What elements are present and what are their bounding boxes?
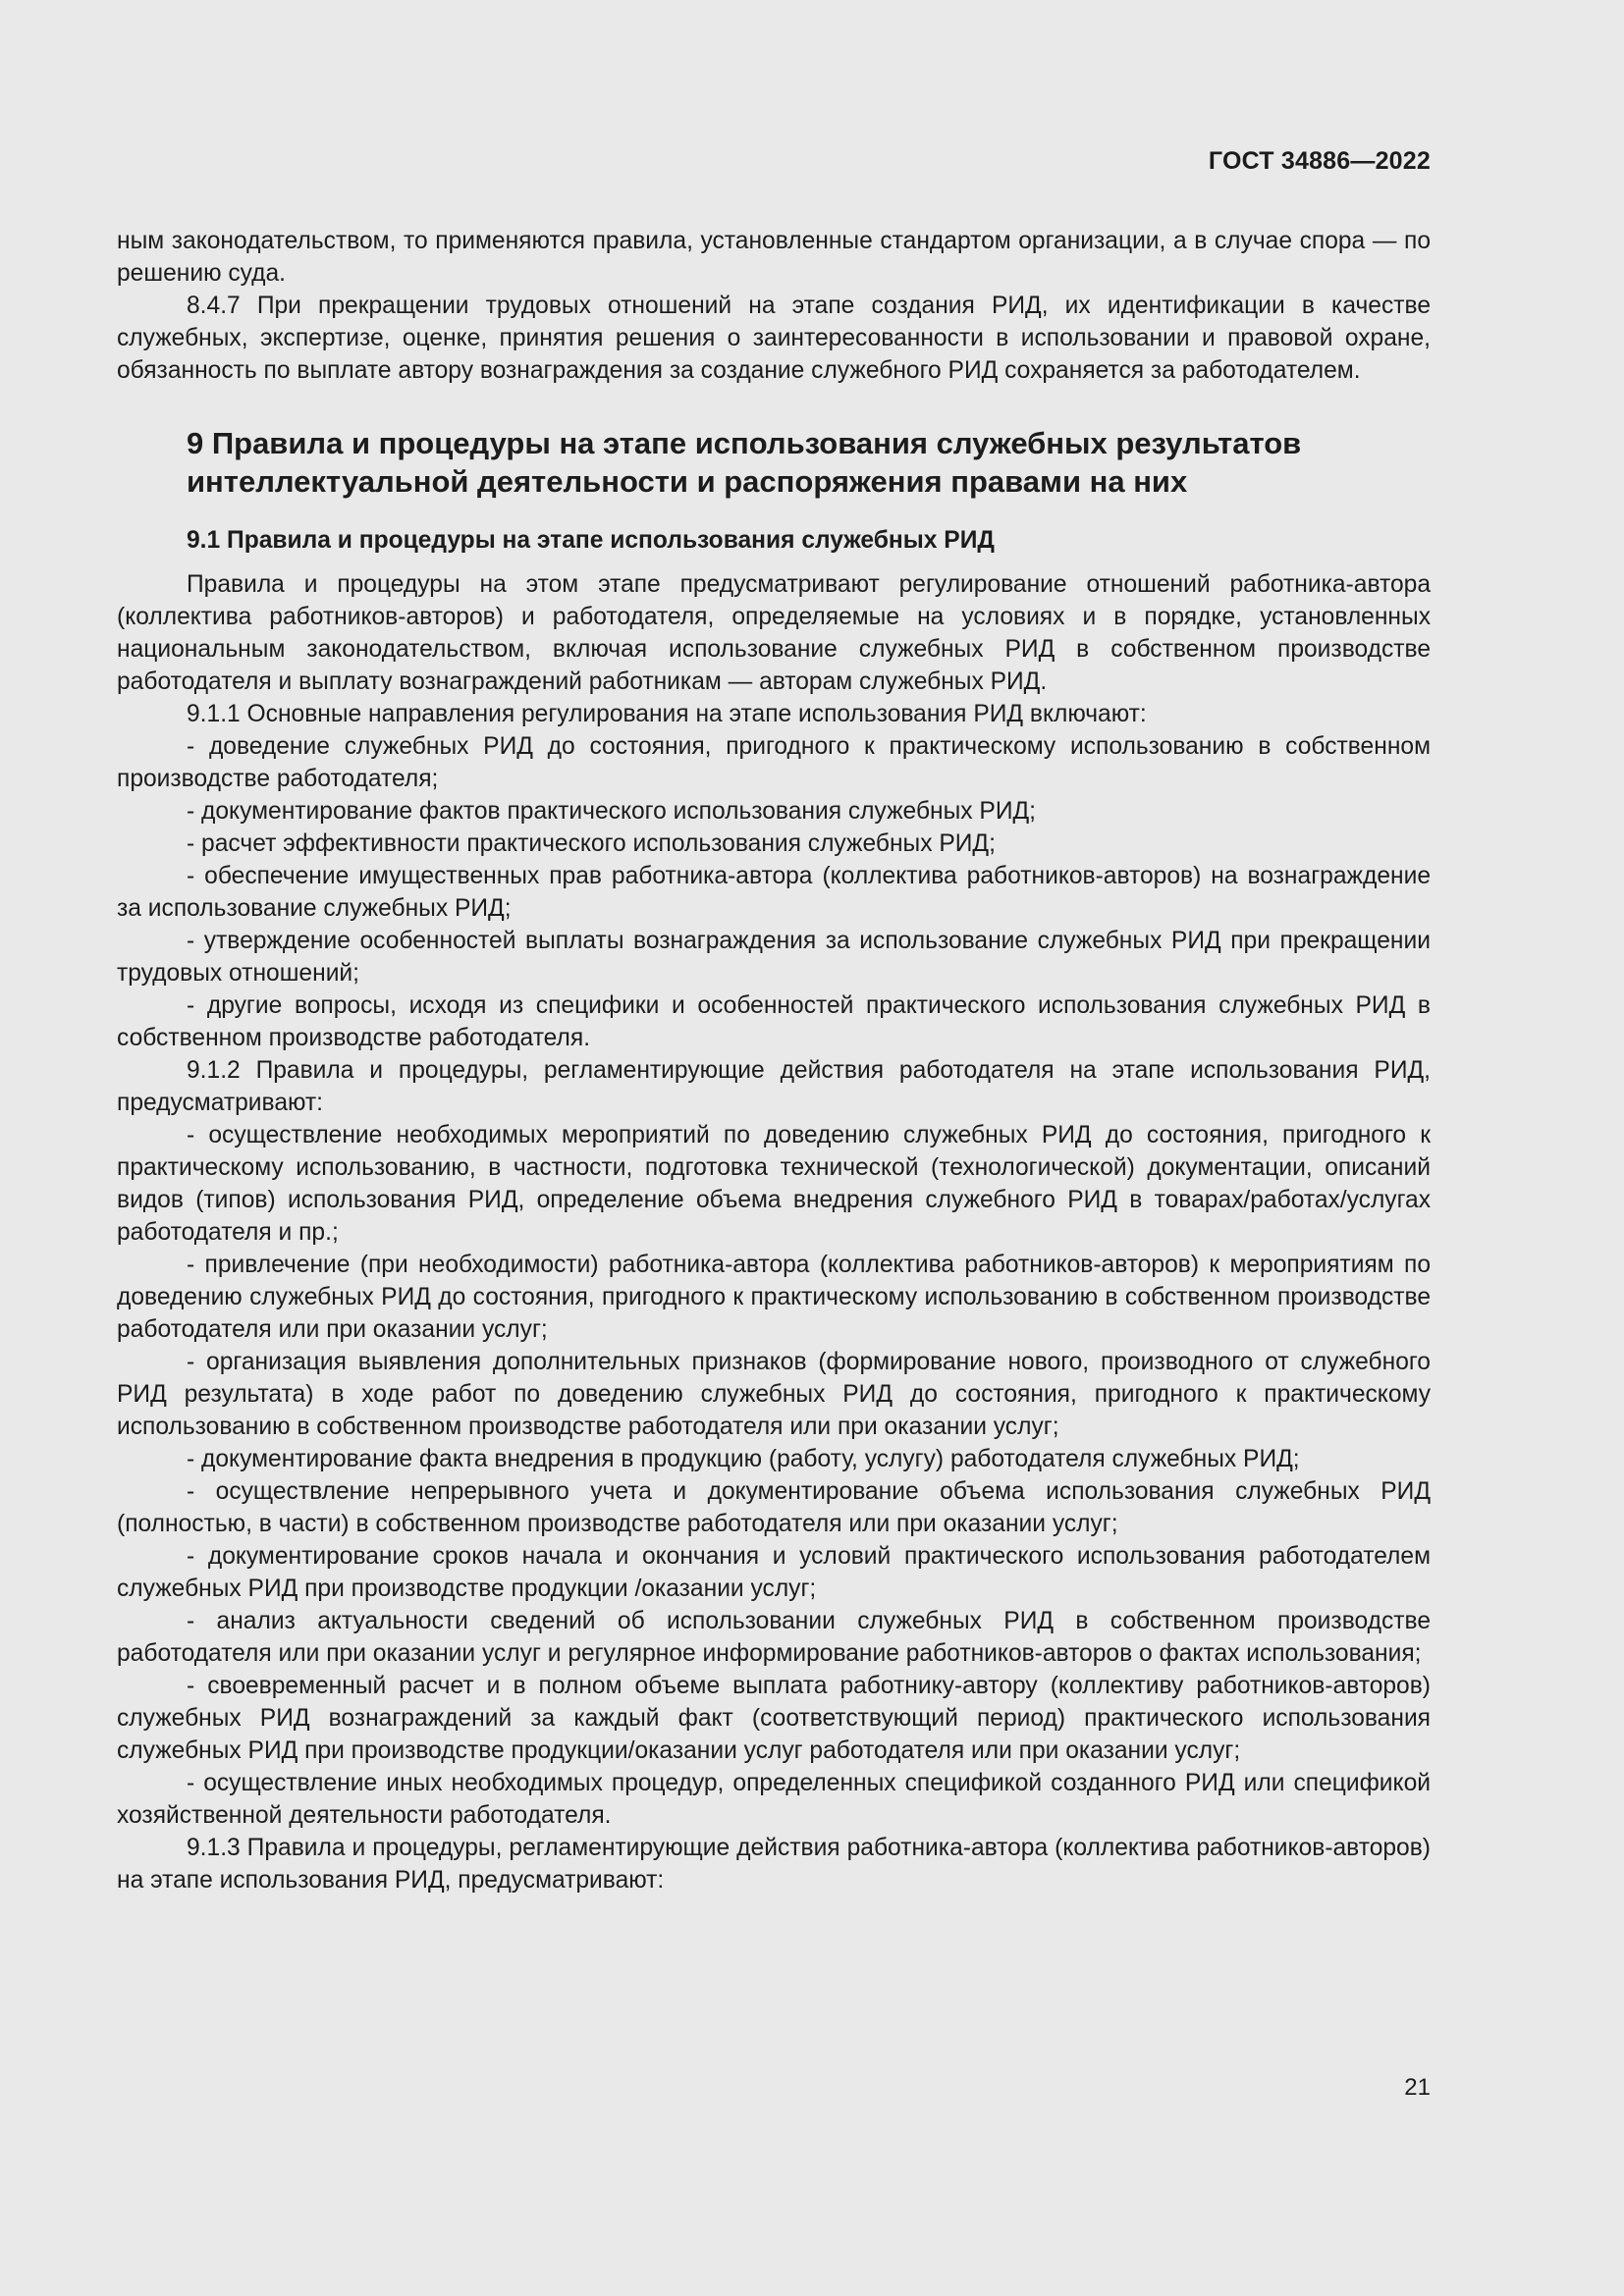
list-item: - документирование фактов практического использования служебных РИД;	[187, 798, 1036, 825]
list-item: - документирование сроков начала и окончания и условий практического использования работодателем служебных РИД при производстве продукции /оказании услуг;	[117, 1543, 1431, 1602]
list-item: - осуществление иных необходимых процедур, определенных спецификой созданного РИД или спецификой хозяйственной деятельности работодателя.	[117, 1770, 1431, 1829]
standard-header: ГОСТ 34886—2022	[1208, 147, 1431, 175]
paragraph-8-4-7: 8.4.7 При прекращении трудовых отношений на этапе создания РИД, их идентификации в качестве служебных, экспертизе, оценке, принятия решения о заинтересованности в использовании и правовой охране, обязанность по выплате автору вознаграждения за создание служебного РИД сохраняется за работодателем.	[117, 293, 1431, 384]
section-9-1-intro: Правила и процедуры на этом этапе предусматривают регулирование отношений работника-автора (коллектива работников-авторов) и работодателя, определяемые на условиях и в порядке, установленных национальным законодательством, включая использование служебных РИД в собственном производстве работодателя и выплату вознаграждений работникам — авторам служебных РИД.	[117, 571, 1431, 695]
list-item: - осуществление непрерывного учета и документирование объема использования служебных РИД (полностью, в части) в собственном производстве работодателя или при оказании услуг;	[117, 1478, 1431, 1537]
list-item: - анализ актуальности сведений об использовании служебных РИД в собственном производстве работодателя или при оказании услуг и регулярное информирование работников-авторов о фактах использования;	[117, 1608, 1431, 1667]
paragraph-9-1-1: 9.1.1 Основные направления регулирования на этапе использования РИД включают:	[187, 701, 1147, 727]
list-item: - организация выявления дополнительных признаков (формирование нового, производного от служебного РИД результата) в ходе работ по доведению служебных РИД до состояния, пригодного к практическому использованию в собственном производстве работодателя или при оказании услуг;	[117, 1349, 1431, 1440]
list-item: - документирование факта внедрения в продукцию (работу, услугу) работодателя служебных РИД;	[187, 1446, 1300, 1472]
list-item: - своевременный расчет и в полном объеме выплата работнику-автору (коллективу работников-авторов) служебных РИД вознаграждений за каждый факт (соответствующий период) практического использования служебных РИД при производстве продукции/оказании услуг работодателя или при оказании услуг;	[117, 1673, 1431, 1764]
list-item: - доведение служебных РИД до состояния, пригодного к практическому использованию в собственном производстве работодателя;	[117, 733, 1431, 792]
paragraph-9-1-2: 9.1.2 Правила и процедуры, регламентирующие действия работодателя на этапе использования РИД, предусматривают:	[117, 1057, 1431, 1116]
page-body	[117, 225, 1431, 1896]
list-item: - обеспечение имущественных прав работника-автора (коллектива работников-авторов) на вознаграждение за использование служебных РИД;	[117, 863, 1431, 922]
paragraph-9-1-3: 9.1.3 Правила и процедуры, регламентирующие действия работника-автора (коллектива работников-авторов) на этапе использования РИД, предусматривают:	[117, 1835, 1431, 1894]
list-item: - привлечение (при необходимости) работника-автора (коллектива работников-авторов) к мероприятиям по доведению служебных РИД до состояния, пригодного к практическому использованию в собственном производстве работодателя или при оказании услуг;	[117, 1252, 1431, 1343]
paragraph-continuation: ным законодательством, то применяются правила, установленные стандартом организации, а в случае спора — по решению суда.	[117, 228, 1431, 287]
list-item: - другие вопросы, исходя из специфики и особенностей практического использования служебных РИД в собственном производстве работодателя.	[117, 992, 1431, 1051]
list-item: - утверждение особенностей выплаты вознаграждения за использование служебных РИД при прекращении трудовых отношений;	[117, 928, 1431, 987]
page-number: 21	[1404, 2074, 1431, 2101]
list-item: - расчет эффективности практического использования служебных РИД;	[187, 830, 996, 857]
section-9-heading: 9 Правила и процедуры на этапе использования служебных результатов интеллектуальной деятельности и распоряжения правами на них	[187, 426, 1302, 499]
list-item: - осуществление необходимых мероприятий по доведению служебных РИД до состояния, пригодного к практическому использованию, в частности, подготовка технической (технологической) документации, описаний видов (типов) использования РИД, определение объема внедрения служебного РИД в товарах/работах/услугах работодателя и пр.;	[117, 1122, 1431, 1246]
subsection-9-1-heading: 9.1 Правила и процедуры на этапе использования служебных РИД	[187, 527, 995, 554]
